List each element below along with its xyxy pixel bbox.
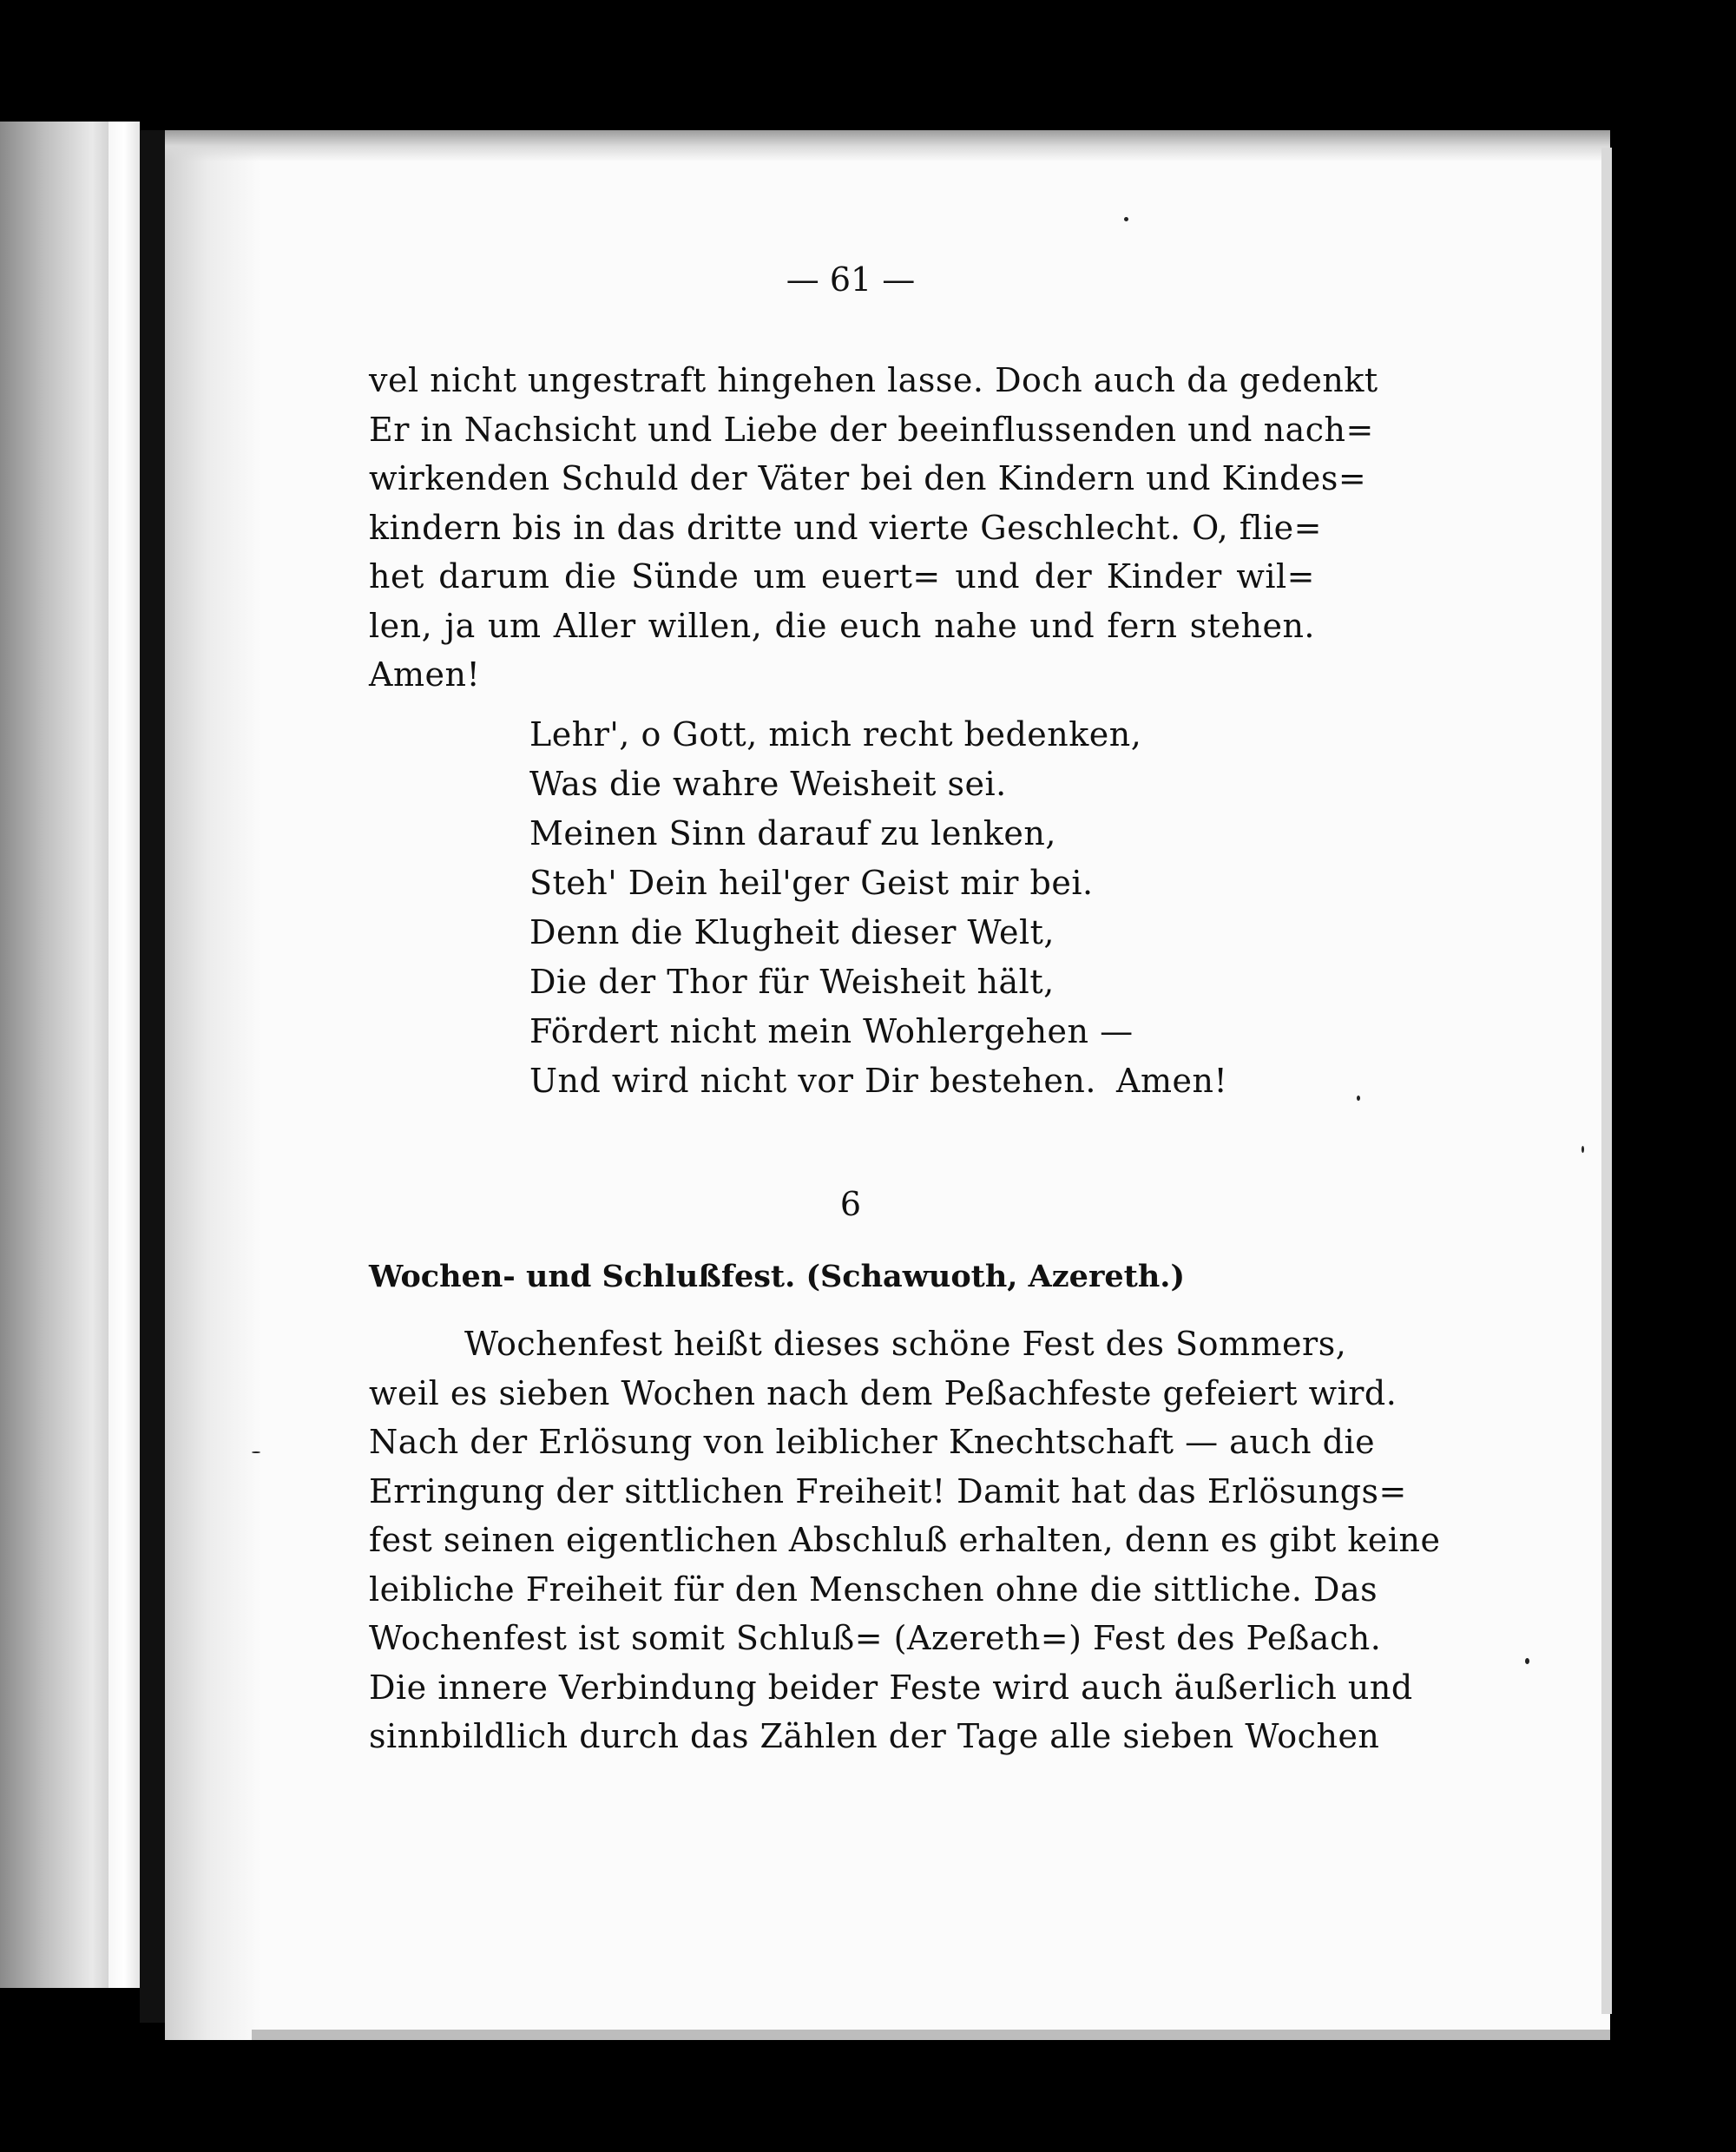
text-line: len, ja um Aller willen, die euch nahe und fern stehen.: [369, 606, 1315, 645]
scan-speck: [1581, 1146, 1584, 1153]
text-line: sinnbildlich durch das Zählen der Tage alle sieben Wochen: [369, 1717, 1380, 1755]
facing-page-edge: [0, 122, 108, 1988]
scan-speck: [1124, 217, 1128, 221]
page-bottom-edge: [252, 2030, 1610, 2040]
verse-line: Die der Thor für Weisheit hält,: [529, 963, 1055, 1001]
text-line: Die innere Verbindung beider Feste wird auch äußerlich und: [369, 1668, 1413, 1707]
section-number: 6: [839, 1185, 862, 1223]
book-gutter: [140, 130, 166, 2023]
scan-speck: [1525, 1658, 1529, 1664]
verse-line: Steh' Dein heil'ger Geist mir bei.: [529, 864, 1094, 902]
text-line: weil es sieben Wochen nach dem Peßachfeste gefeiert wird.: [369, 1373, 1397, 1412]
verse-line: Was die wahre Weisheit sei.: [529, 765, 1007, 803]
text-line: Er in Nachsicht und Liebe der beeinflussenden und nach=: [369, 410, 1374, 449]
text-line: fest seinen eigentlichen Abschluß erhalten, denn es gibt keine: [369, 1521, 1441, 1559]
page-number: — 61 —: [786, 260, 916, 299]
text-line: het darum die Sünde um euert= und der Kinder wil=: [369, 557, 1315, 596]
page-shadow: [165, 130, 260, 2040]
text-line: wirkenden Schuld der Väter bei den Kindern und Kindes=: [369, 459, 1367, 497]
verse-line: Denn die Klugheit dieser Welt,: [529, 913, 1055, 951]
scan-speck: [1357, 1096, 1360, 1101]
text-line: Wochenfest heißt dieses schöne Fest des Sommers,: [464, 1325, 1347, 1363]
text-line: Nach der Erlösung von leiblicher Knechtschaft — auch die: [369, 1423, 1376, 1461]
text-line: Wochenfest ist somit Schluß= (Azereth=) Fest des Peßach.: [369, 1619, 1382, 1657]
section-heading: Wochen- und Schlußfest. (Schawuoth, Azereth.): [369, 1259, 1186, 1294]
page-top-shadow: [165, 130, 1610, 161]
verse-line: Fördert nicht mein Wohlergehen —: [529, 1012, 1134, 1050]
text-line: leibliche Freiheit für den Menschen ohne die sittliche. Das: [369, 1570, 1378, 1609]
prayer-verse: [529, 710, 1311, 1106]
text-line: Erringung der sittlichen Freiheit! Damit hat das Erlösungs=: [369, 1471, 1407, 1510]
verse-line-text: Und wird nicht vor Dir bestehen.: [529, 1062, 1096, 1100]
text-line: Amen!: [369, 655, 481, 694]
page-right-edge: [1601, 148, 1612, 2014]
verse-closing: Amen!: [1116, 1062, 1228, 1100]
verse-line: Meinen Sinn darauf zu lenken,: [529, 814, 1056, 852]
facing-page-margin: [108, 122, 140, 1988]
section-paragraph: [369, 1319, 1441, 1761]
verse-line: Lehr', o Gott, mich recht bedenken,: [529, 715, 1142, 754]
paragraph-continued: [369, 356, 1378, 700]
text-line: kindern bis in das dritte und vierte Geschlecht. O, flie=: [369, 508, 1322, 547]
verse-line: [529, 1056, 1311, 1106]
scan-speck: [252, 1451, 260, 1453]
text-line: vel nicht ungestraft hingehen lasse. Doch auch da gedenkt: [369, 361, 1378, 399]
